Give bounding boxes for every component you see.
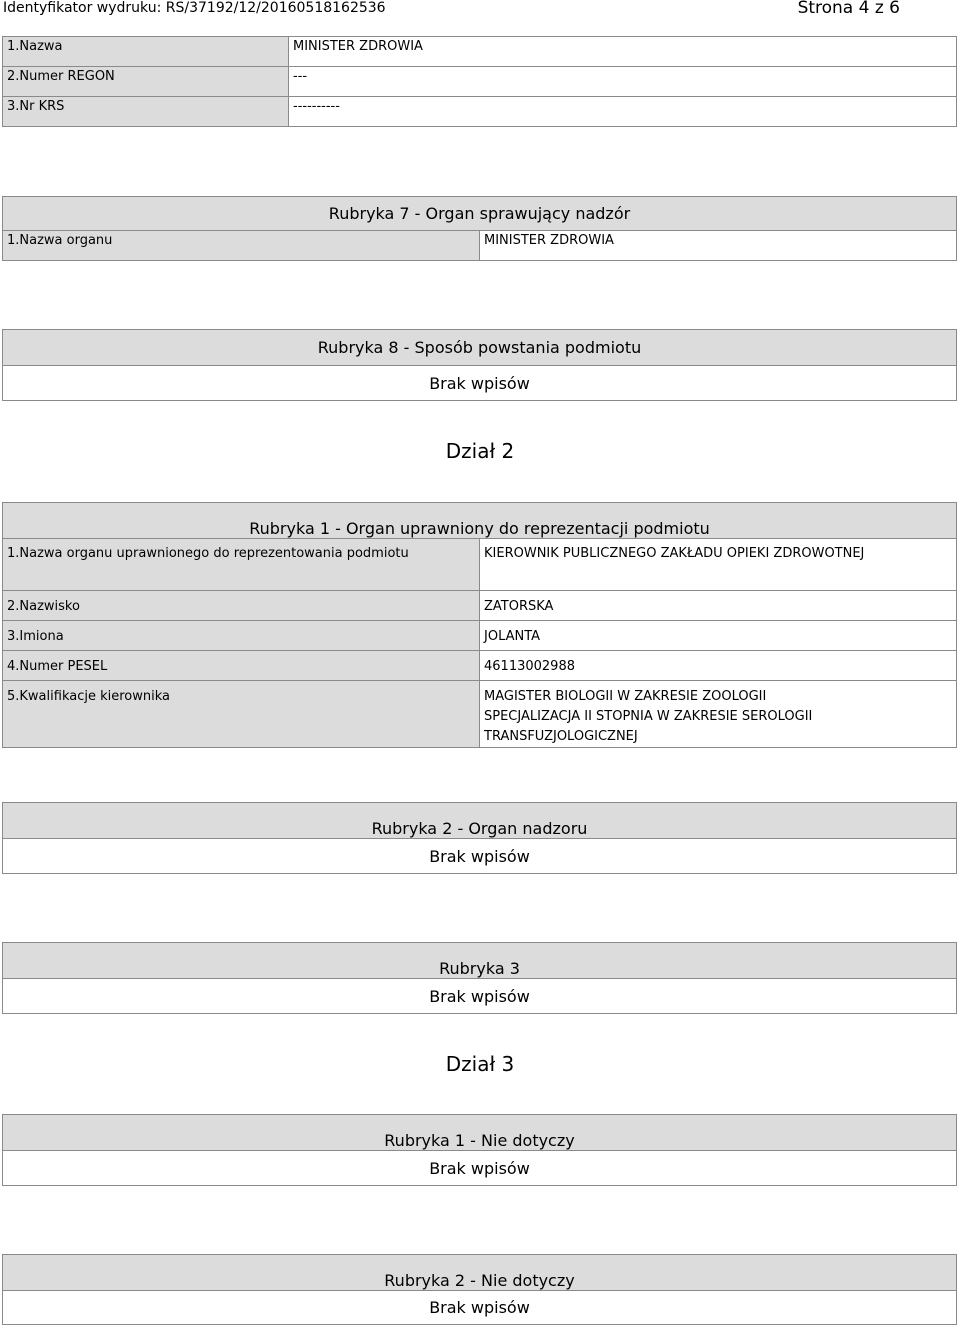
section-header-row	[3, 330, 957, 366]
section-header-row	[3, 803, 957, 839]
field-label: 3.Imiona	[3, 621, 480, 651]
field-label: 1.Nazwa organu	[3, 231, 480, 261]
field-value: ----------	[289, 97, 957, 127]
field-label: 5.Kwalifikacje kierownika	[3, 681, 480, 748]
table-row	[3, 591, 957, 621]
section-header-row	[3, 943, 957, 979]
dzial-2-rubryka-3-table	[2, 942, 957, 1014]
field-label: 1.Nazwa	[3, 37, 289, 67]
section-header-row	[3, 1255, 957, 1291]
no-entries: Brak wpisów	[3, 1291, 957, 1325]
no-entries: Brak wpisów	[3, 839, 957, 874]
table-row	[3, 231, 957, 261]
field-label: 2.Numer REGON	[3, 67, 289, 97]
field-value: ---	[289, 67, 957, 97]
field-label: 1.Nazwa organu uprawnionego do reprezentowania podmiotu	[3, 539, 480, 591]
qualification-line: SPECJALIZACJA II STOPNIA W ZAKRESIE SEROLOGII TRANSFUZJOLOGICZNEJ	[484, 709, 813, 744]
section-header-row	[3, 197, 957, 231]
field-value: 46113002988	[480, 651, 957, 681]
field-value-multiline	[480, 681, 957, 748]
section-heading-dzial-2: Dział 2	[445, 439, 515, 463]
section-title: Rubryka 2 - Nie dotyczy	[3, 1255, 957, 1291]
field-value: KIEROWNIK PUBLICZNEGO ZAKŁADU OPIEKI ZDROWOTNEJ	[480, 539, 957, 591]
page-number: Strona 4 z 6	[797, 0, 900, 18]
rubryka-8-table	[2, 329, 957, 401]
section-header-row	[3, 1115, 957, 1151]
table-row	[3, 681, 957, 748]
entity-basic-table	[2, 36, 957, 127]
table-row	[3, 37, 957, 67]
table-row	[3, 651, 957, 681]
table-row	[3, 539, 957, 591]
field-label: 3.Nr KRS	[3, 97, 289, 127]
table-row	[3, 1151, 957, 1186]
no-entries: Brak wpisów	[3, 1151, 957, 1186]
section-title: Rubryka 1 - Nie dotyczy	[3, 1115, 957, 1151]
no-entries: Brak wpisów	[3, 979, 957, 1014]
dzial-2-rubryka-2-table	[2, 802, 957, 874]
no-entries: Brak wpisów	[3, 366, 957, 401]
field-value: MINISTER ZDROWIA	[480, 231, 957, 261]
field-label: 4.Numer PESEL	[3, 651, 480, 681]
section-title: Rubryka 7 - Organ sprawujący nadzór	[3, 197, 957, 231]
table-row	[3, 97, 957, 127]
field-label: 2.Nazwisko	[3, 591, 480, 621]
dzial-2-rubryka-1-table	[2, 502, 957, 748]
field-value: ZATORSKA	[480, 591, 957, 621]
section-title: Rubryka 1 - Organ uprawniony do reprezentacji podmiotu	[3, 503, 957, 539]
dzial-3-rubryka-2-table	[2, 1254, 957, 1325]
table-row	[3, 839, 957, 874]
section-heading-dzial-3: Dział 3	[445, 1052, 515, 1076]
table-row	[3, 621, 957, 651]
field-value: MINISTER ZDROWIA	[289, 37, 957, 67]
dzial-3-rubryka-1-table	[2, 1114, 957, 1186]
section-header-row	[3, 503, 957, 539]
table-row	[3, 979, 957, 1014]
print-header	[0, 0, 960, 22]
section-title: Rubryka 3	[3, 943, 957, 979]
qualification-line: MAGISTER BIOLOGII W ZAKRESIE ZOOLOGII	[484, 689, 767, 704]
section-title: Rubryka 8 - Sposób powstania podmiotu	[3, 330, 957, 366]
section-title: Rubryka 2 - Organ nadzoru	[3, 803, 957, 839]
table-row	[3, 67, 957, 97]
print-identifier: Identyfikator wydruku: RS/37192/12/20160518162536	[3, 0, 386, 16]
field-value: JOLANTA	[480, 621, 957, 651]
rubryka-7-table	[2, 196, 957, 261]
table-row	[3, 366, 957, 401]
table-row	[3, 1291, 957, 1325]
